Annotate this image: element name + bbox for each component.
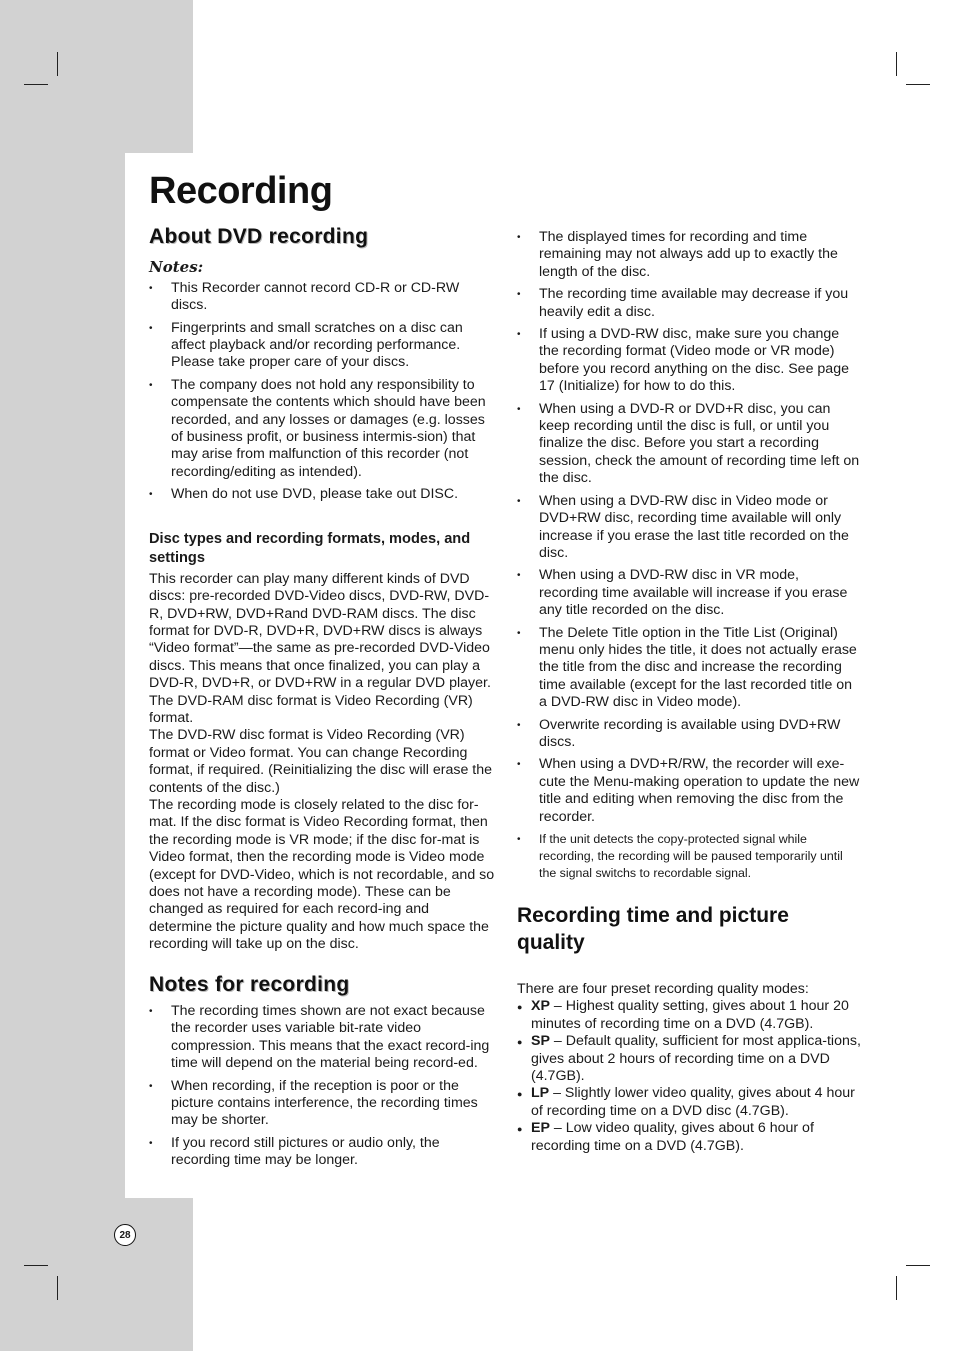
- notes-for-recording-heading: Notes for recording: [149, 972, 350, 996]
- crop-mark: [896, 1276, 897, 1300]
- crop-mark: [57, 52, 58, 76]
- recording-quality-heading: Recording time and picture quality: [517, 904, 789, 954]
- list-item: • When using a DVD-RW disc in Video mode or DVD+RW disc, recording time available will only increase if you erase the last title recorded on the disc.: [517, 493, 862, 563]
- mode-code: LP: [531, 1085, 550, 1102]
- crop-mark: [24, 1265, 48, 1266]
- crop-mark: [24, 84, 48, 85]
- page-number: 28: [114, 1224, 136, 1246]
- notes-list: [149, 280, 496, 504]
- quality-mode-item: [517, 1120, 862, 1155]
- list-item: • Overwrite recording is available using DVD+RW discs.: [517, 717, 862, 752]
- quality-mode-item: [517, 1085, 862, 1120]
- page-title: Recording: [149, 170, 333, 212]
- list-item: • If using a DVD-RW disc, make sure you change the recording format (Video mode or VR mode) before you record anything on the disc. See page 17 (Initialize) for how to do this.: [517, 326, 862, 396]
- mode-code: XP: [531, 998, 550, 1015]
- list-item: • When using a DVD-RW disc in VR mode, recording time available will increase if you erase any title recorded on the disc.: [517, 567, 862, 619]
- list-item: • If the unit detects the copy-protected signal while recording, the recording will be paused temporarily until the signal switchs to recordable signal.: [517, 831, 862, 882]
- paragraph: This recorder can play many different kinds of DVD discs: pre-recorded DVD-Video discs, DVD-RW, DVD-R, DVD+RW, DVD+Rand DVD-RAM discs. The disc format for DVD-R, DVD+R, DVD+RW discs is always “Video format”—the same as pre-recorded DVD-Video discs. This means that once finalized, you can play a DVD-R, DVD+R, or DVD+RW in a regular DVD player. The DVD-RAM disc format is Video Recording (VR) format.: [149, 570, 491, 726]
- about-dvd-recording-heading: About DVD recording: [149, 225, 369, 248]
- quality-mode-item: [517, 1033, 862, 1085]
- recording-notes-continued: [517, 229, 862, 882]
- list-item: • When do not use DVD, please take out DISC.: [149, 486, 496, 503]
- quality-modes-list: [517, 998, 862, 1155]
- right-column: [517, 229, 862, 1155]
- list-item: • The Delete Title option in the Title List (Original) menu only hides the title, it does not actually erase the title from the disc and increase the recording time available (except for the last recorded title on a DVD-RW disc in Video mode).: [517, 625, 862, 712]
- mode-code: EP: [531, 1120, 550, 1137]
- list-item: • This Recorder cannot record CD-R or CD-RW discs.: [149, 280, 496, 315]
- crop-mark: [906, 84, 930, 85]
- list-item: • The company does not hold any responsibility to compensate the contents which should have been recorded, and any losses or damages (e.g. losses of business profit, or business intermis-sion) that may arise from malfunction of this recorder (not recording/editing as intended).: [149, 377, 496, 481]
- mode-description: – Highest quality setting, gives about 1 hour 20 minutes of recording time on a DVD (4.7GB).: [531, 998, 849, 1032]
- paragraph: The recording mode is closely related to the disc for-mat. If the disc format is Video Recording format, then the recording mode is VR mode; if the disc for-mat is Video format, then the recording mode is Video mode (except for DVD-Video, which is not recordable, and so does not have a recording mode). These can be changed as required for each record-ing and determine the picture quality and how much space the recording will take up on the disc.: [149, 796, 495, 953]
- mode-description: – Slightly lower video quality, gives about 4 hour of recording time on a DVD disc (4.7GB).: [531, 1085, 855, 1119]
- list-item: • Fingerprints and small scratches on a disc can affect playback and/or recording performance. Please take proper care of your discs.: [149, 320, 496, 372]
- paragraph: The DVD-RW disc format is Video Recording (VR) format or Video format. You can change Recording format, if required. (Reinitializing the disc will erase the contents of the disc.): [149, 727, 493, 796]
- list-item: • The recording time available may decrease if you heavily edit a disc.: [517, 286, 862, 321]
- list-item: • When using a DVD-R or DVD+R disc, you can keep recording until the disc is full, or until you finalize the disc. Before you start a recording session, check the amount of recording time left on the disc.: [517, 401, 862, 488]
- crop-mark: [906, 1265, 930, 1266]
- list-item: • The recording times shown are not exact because the recorder uses variable bit-rate video compression. This means that the exact record-ing time will depend on the material being record-ed.: [149, 1003, 496, 1073]
- mode-code: SP: [531, 1033, 550, 1050]
- quality-mode-item: [517, 998, 862, 1033]
- recording-notes-list: [149, 1003, 496, 1170]
- list-item: • If you record still pictures or audio only, the recording time may be longer.: [149, 1135, 496, 1170]
- list-item: • When recording, if the reception is poor or the picture contains interference, the recording times may be shorter.: [149, 1078, 496, 1130]
- mode-description: – Low video quality, gives about 6 hour of recording time on a DVD (4.7GB).: [531, 1120, 814, 1154]
- crop-mark: [896, 52, 897, 76]
- quality-intro: There are four preset recording quality modes:: [517, 981, 809, 997]
- left-column: [149, 225, 496, 1175]
- list-item: • The displayed times for recording and time remaining may not always add up to exactly the length of the disc.: [517, 229, 862, 281]
- mode-description: – Default quality, sufficient for most applica-tions, gives about 2 hours of recording time on a DVD (4.7GB).: [531, 1033, 861, 1085]
- crop-mark: [57, 1276, 58, 1300]
- notes-label: Notes:: [149, 258, 204, 277]
- disc-types-heading: Disc types and recording formats, modes, and settings: [149, 530, 471, 566]
- list-item: • When using a DVD+R/RW, the recorder will exe-cute the Menu-making operation to update the new title and editing when removing the disc from the recorder.: [517, 756, 862, 826]
